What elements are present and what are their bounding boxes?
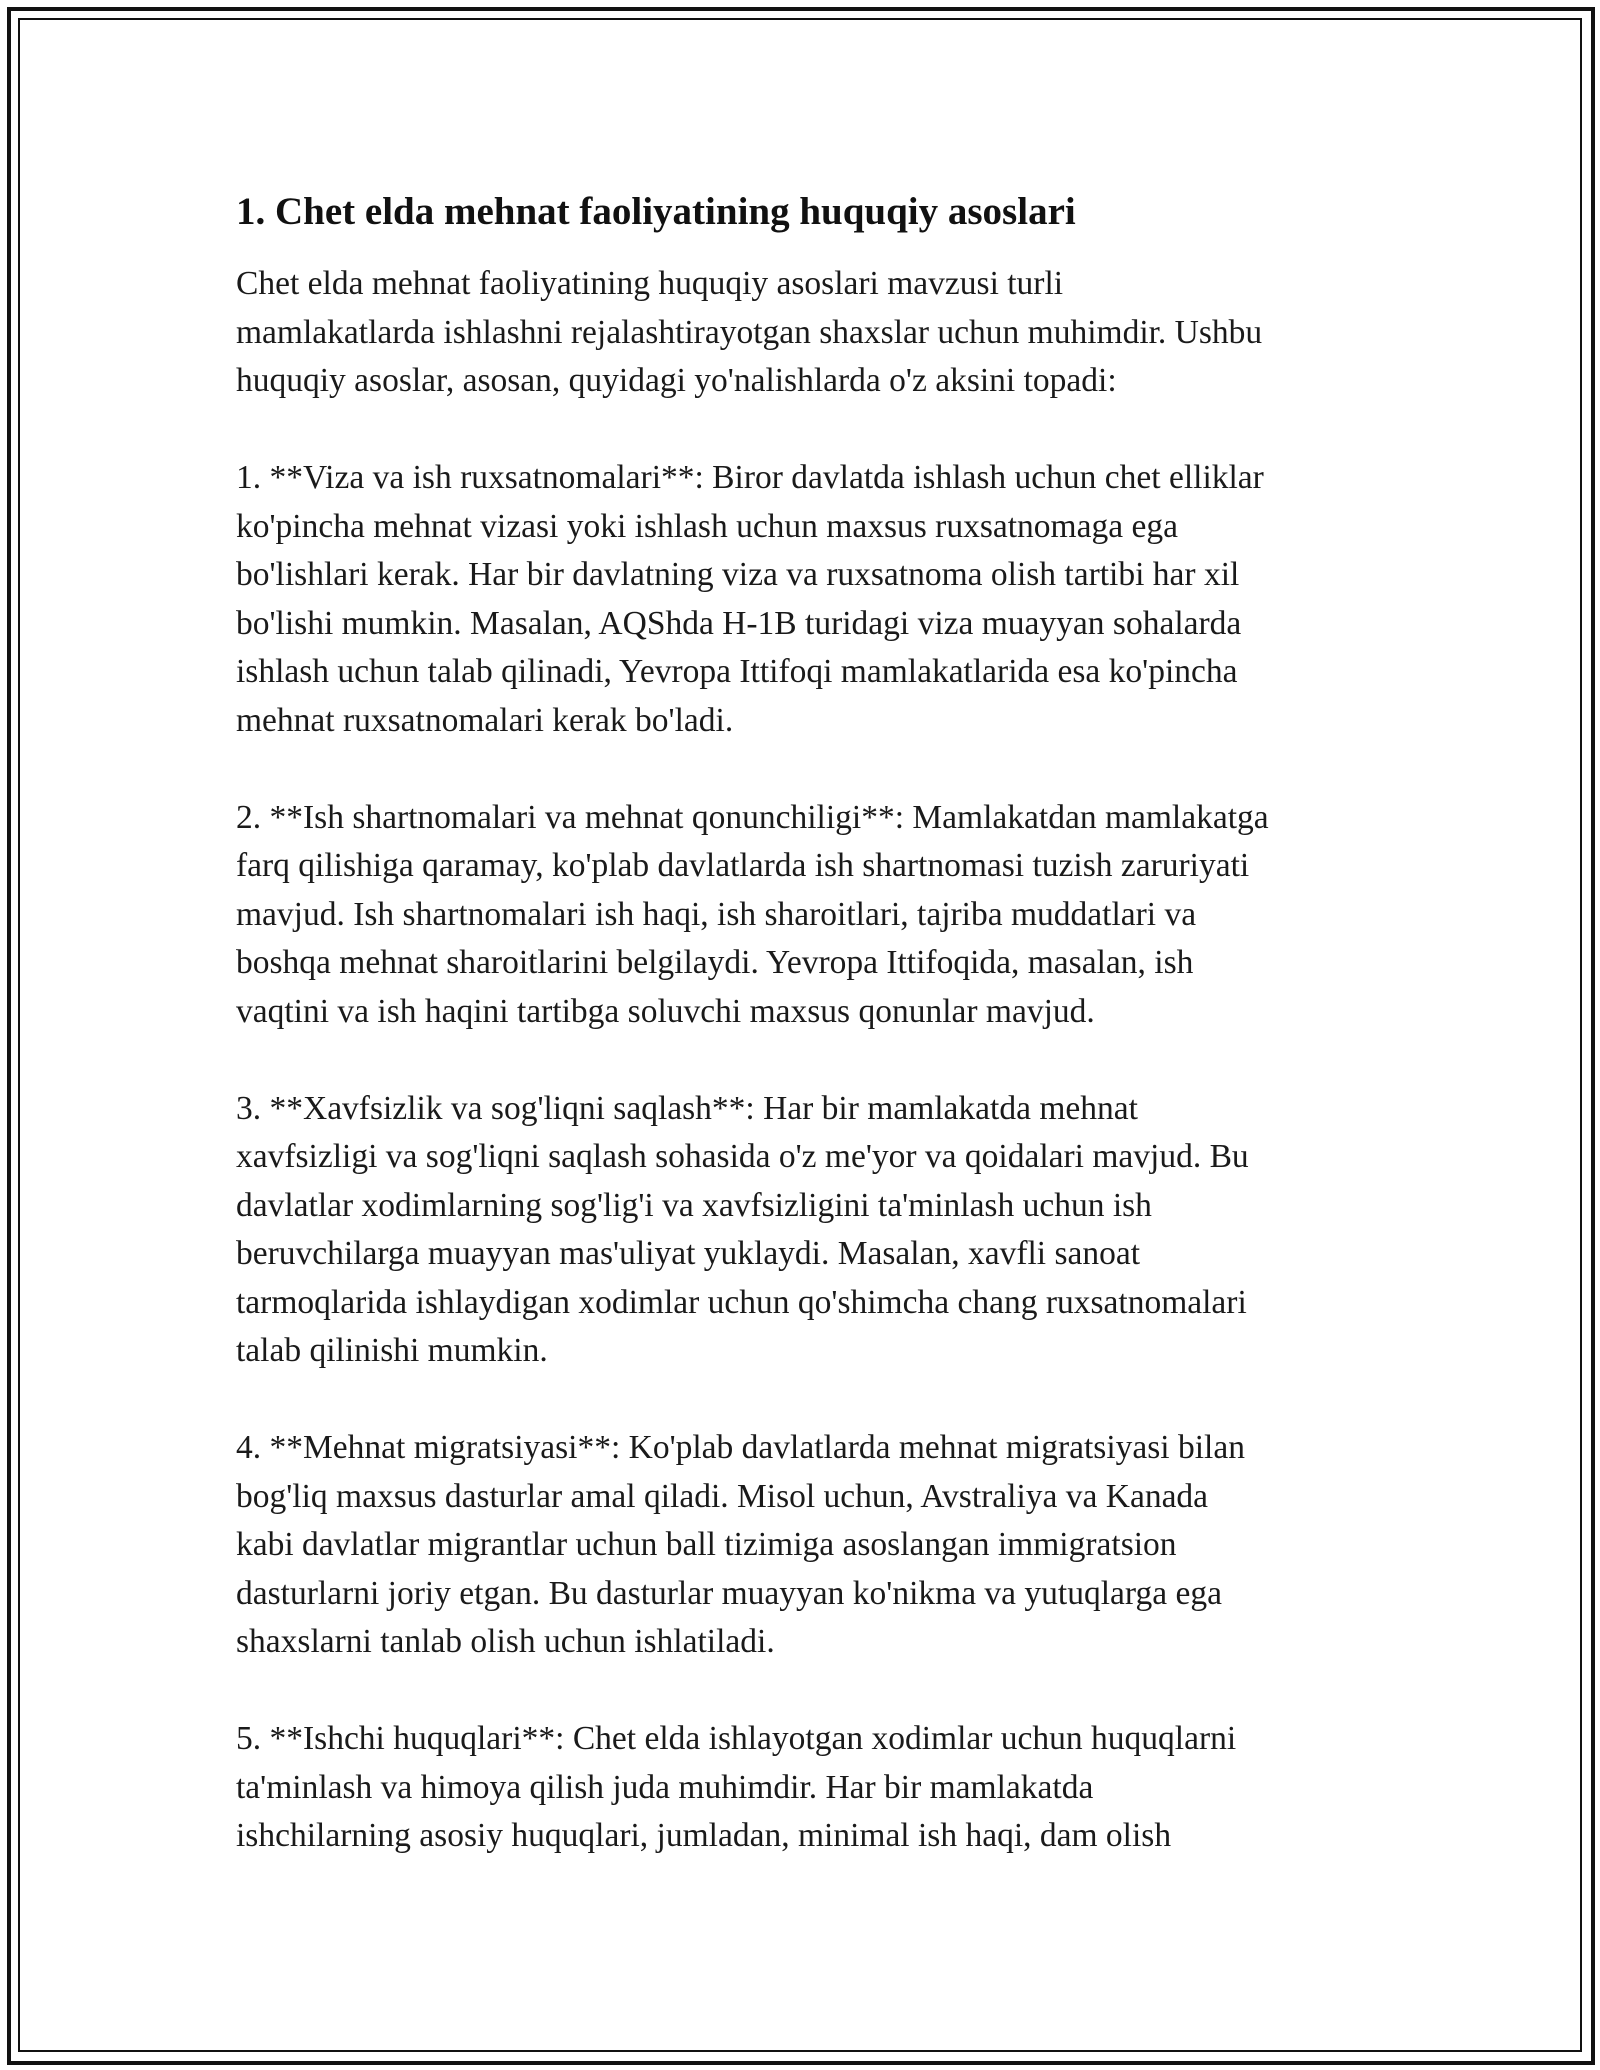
section-heading: 1. Chet elda mehnat faoliyatining huquqiy asoslari: [236, 190, 1076, 233]
paragraph-worker-rights: 5. **Ishchi huquqlari**: Chet elda ishlayotgan xodimlar uchun huquqlarni ta'minlash va himoya qilish juda muhimdir. Har bir mamlakatda ishchilarning asosiy huquqlari, jumladan, minimal ish haqi, dam olish: [236, 1720, 1237, 1854]
paragraph-intro: Chet elda mehnat faoliyatining huquqiy asoslari mavzusi turli mamlakatlarda ishlashni rejalashtirayotgan shaxslar uchun muhimdir. Ushbu huquqiy asoslar, asosan, quyidagi yo'nalishlarda o'z aksini topadi:: [236, 265, 1263, 399]
paragraph-safety: 3. **Xavfsizlik va sog'liqni saqlash**: Har bir mamlakatda mehnat xavfsizligi va sog'liqni saqlash sohasida o'z me'yor va qoidalari mavjud. Bu davlatlar xodimlarning sog'lig'i va xavfsizligini ta'minlash uchun ish beruvchilarga muayyan mas'uliyat yuklaydi. Masalan, xavfli sanoat tarmoqlarida ishlaydigan xodimlar uchun qo'shimcha chang ruxsatnomalari talab qilinishi mumkin.: [236, 1089, 1249, 1369]
document-body: [236, 186, 1376, 1861]
paragraph-migration: 4. **Mehnat migratsiyasi**: Ko'plab davlatlarda mehnat migratsiyasi bilan bog'liq maxsus dasturlar amal qiladi. Misol uchun, Avstraliya va Kanada kabi davlatlar migrantlar uchun ball tizimiga asoslangan immigratsion dasturlarni joriy etgan. Bu dasturlar muayyan ko'nikma va yutuqlarga ega shaxslarni tanlab olish uchun ishlatiladi.: [236, 1429, 1245, 1660]
paragraph-contracts: 2. **Ish shartnomalari va mehnat qonunchiligi**: Mamlakatdan mamlakatga farq qilishiga qaramay, ko'plab davlatlarda ish shartnomasi tuzish zaruriyati mavjud. Ish shartnomalari ish haqi, ish sharoitlari, tajriba muddatlari va boshqa mehnat sharoitlarini belgilaydi. Yevropa Ittifoqida, masalan, ish vaqtini va ish haqini tartibga soluvchi maxsus qonunlar mavjud.: [236, 798, 1269, 1030]
paragraph-visa: 1. **Viza va ish ruxsatnomalari**: Biror davlatda ishlash uchun chet elliklar ko'pincha mehnat vizasi yoki ishlash uchun maxsus ruxsatnomaga ega bo'lishlari kerak. Har bir davlatning viza va ruxsatnoma olish tartibi har xil bo'lishi mumkin. Masalan, AQShda H-1B turidagi viza muayyan sohalarda ishlash uchun talab qilinadi, Yevropa Ittifoqi mamlakatlarida esa ko'pincha mehnat ruxsatnomalari kerak bo'ladi.: [236, 459, 1264, 739]
